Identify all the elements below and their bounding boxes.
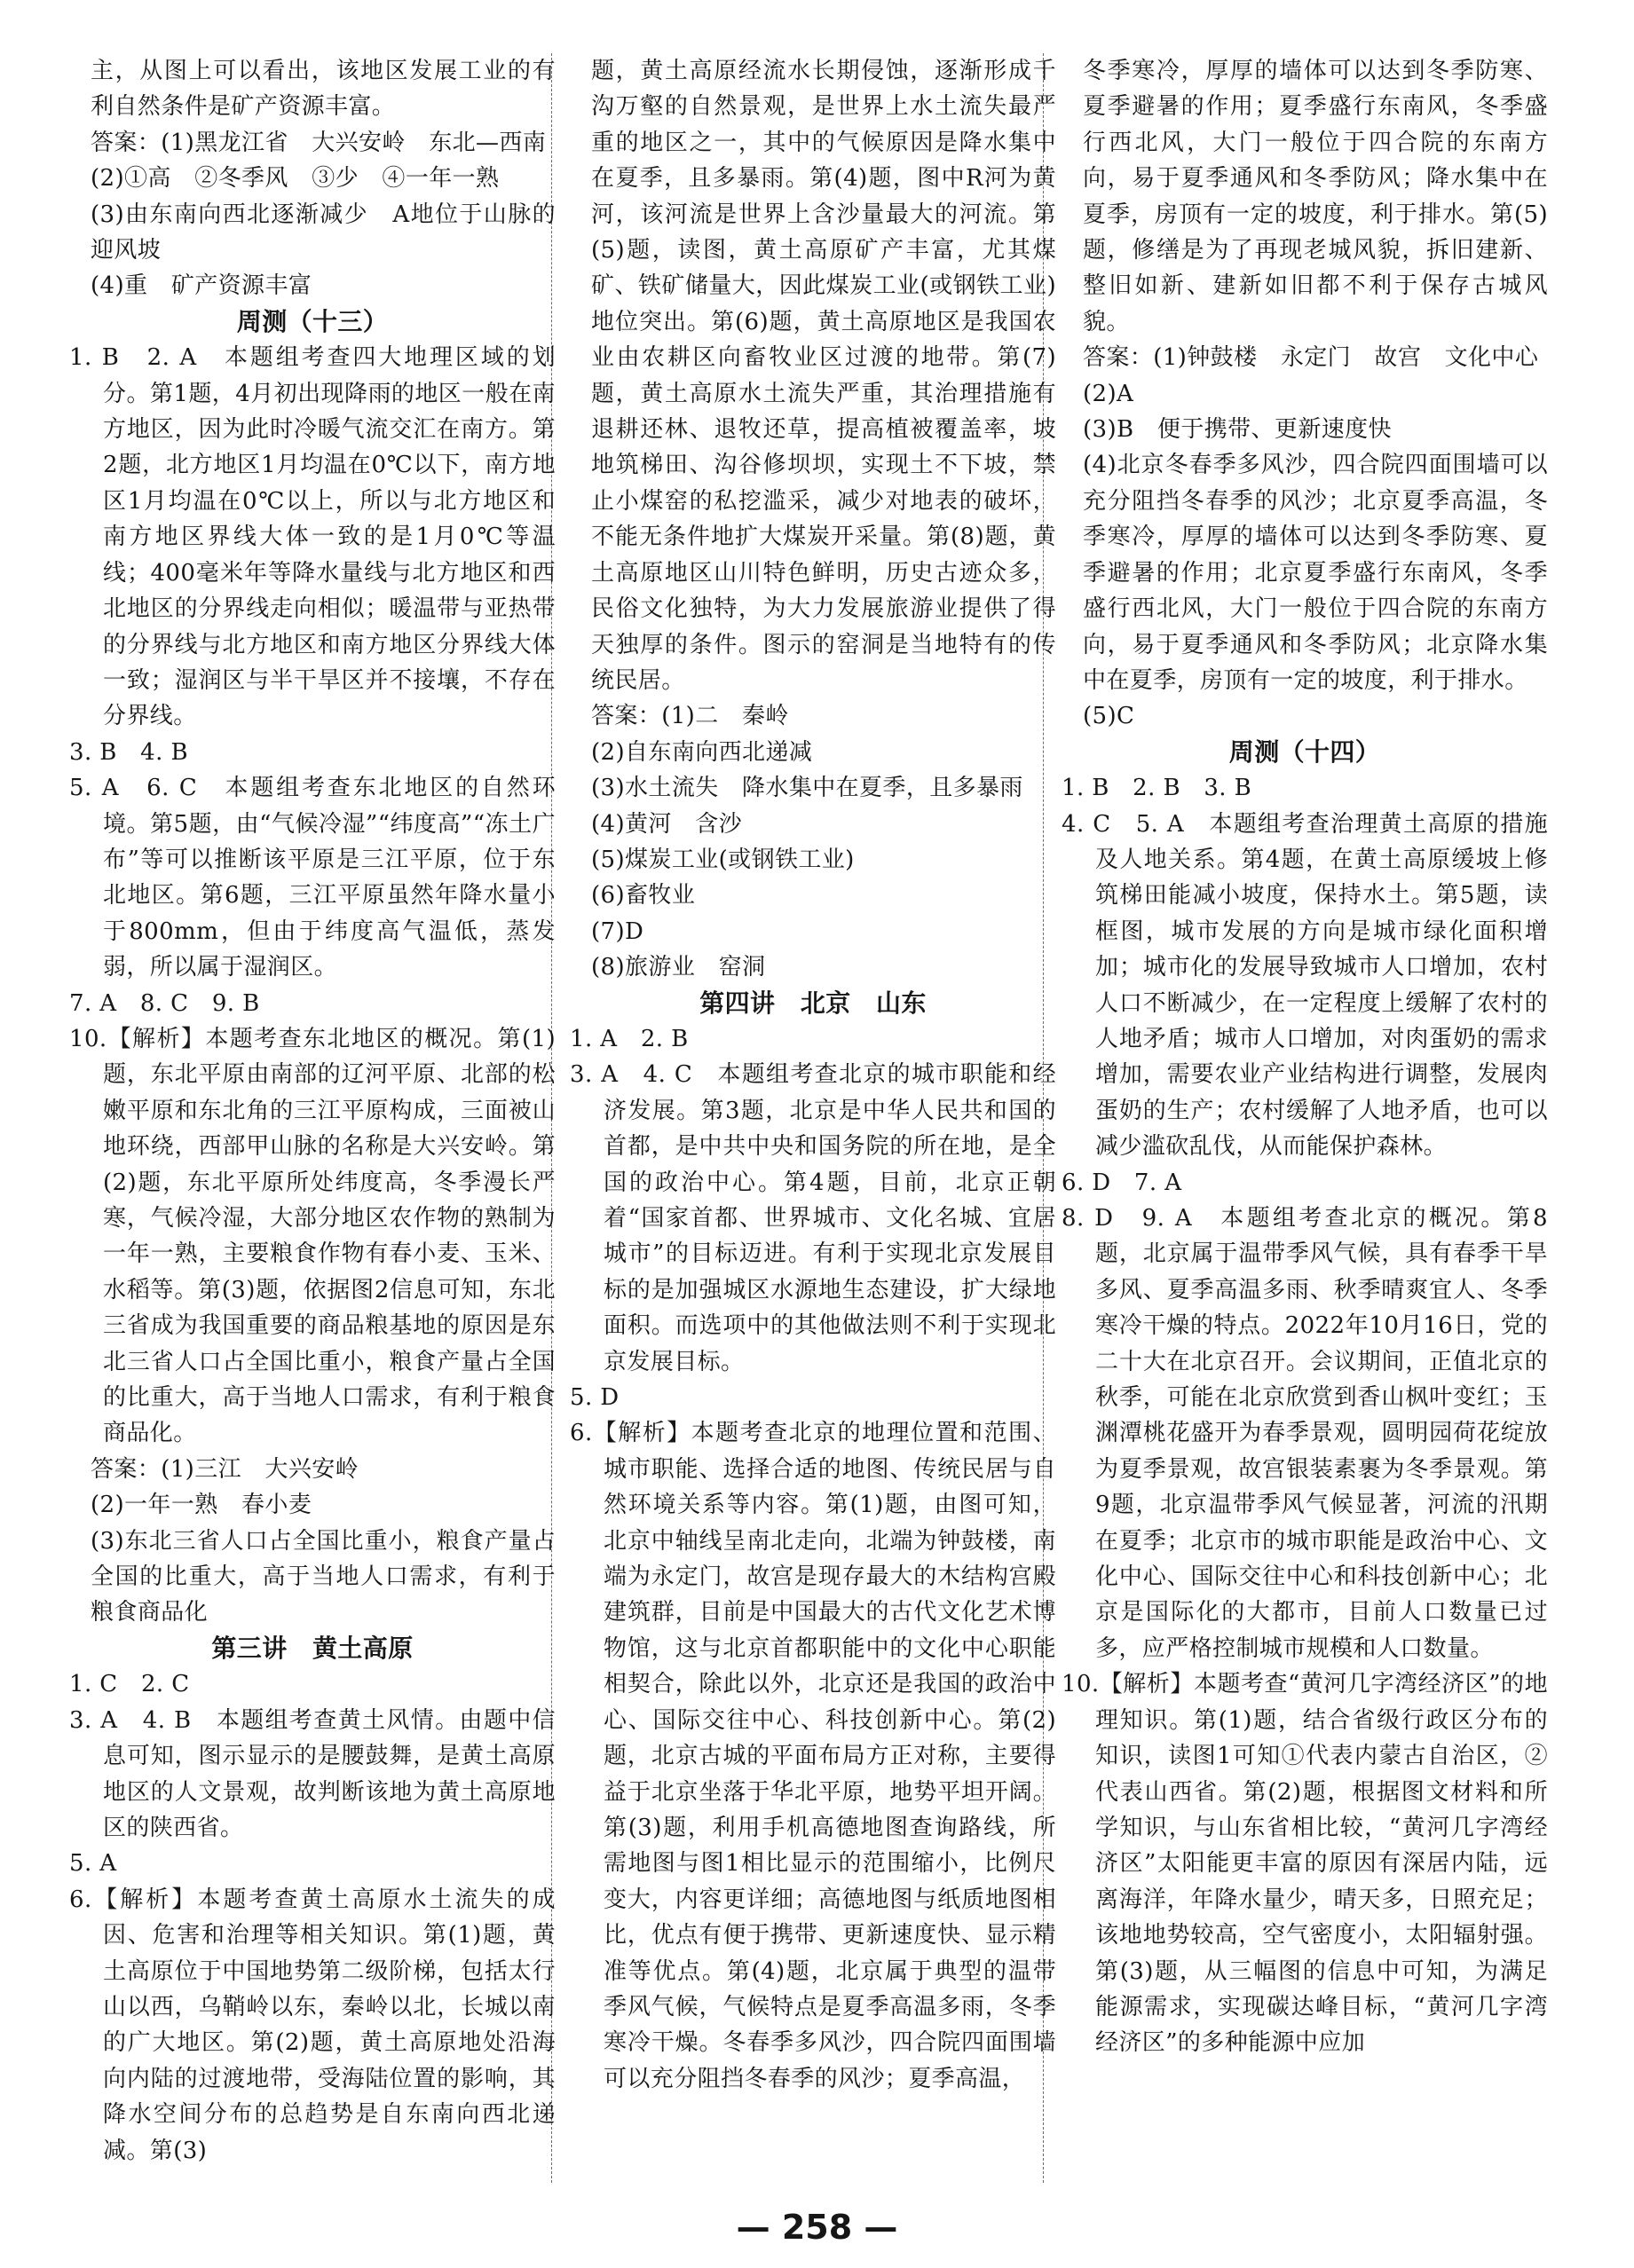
- section-heading: 第四讲 北京 山东: [699, 988, 927, 1018]
- answer-paragraph: 5. A 6. C 本题组考查东北地区的自然环境。第5题，由“气候冷湿”“纬度高”“冻土广布”等可以推断该平原是三江平原，位于东北地区。第6题，三江平原虽然年降水量小于800mm，但由于纬度高气温低，蒸发弱，所以属于湿润区。: [69, 775, 556, 981]
- answer-paragraph: 6.【解析】本题考查北京的地理位置和范围、城市职能、选择合适的地图、传统民居与自然环境关系等内容。第(1)题，由图可知，北京中轴线呈南北走向，北端为钟鼓楼，南端为永定门，故宫是现存最大的木结构宫殿建筑群，目前是中国最大的古代文化艺术博物馆，这与北京首都职能中的文化中心职能相契合，除此以外，北京还是我国的政治中心、国际交往中心、科技创新中心。第(2)题，北京古城的平面布局方正对称，主要得益于北京坐落于华北平原，地势平坦开阔。第(3)题，利用手机高德地图查询路线，所需地图与图1相比显示的范围缩小，比例尺变大，内容更详细；高德地图与纸质地图相比，优点有便于携带、更新速度快、显示精准等优点。第(4)题，北京属于典型的温带季风气候，气候特点是夏季高温多雨，冬季寒冷干燥。冬春季多风沙，四合院四面围墙可以充分阻挡冬春季的风沙；夏季高温，: [570, 1420, 1056, 2092]
- answer-paragraph: 1. B 2. B 3. B: [1062, 775, 1252, 802]
- answer-paragraph: (4)黄河 含沙: [591, 810, 743, 838]
- section-heading: 第三讲 黄土高原: [211, 1633, 414, 1663]
- answer-paragraph: (3)东北三省人口占全国比重小，粮食产量占全国的比重大，高于当地人口需求，有利于粮食商品化: [91, 1527, 556, 1626]
- answer-paragraph: 冬季寒冷，厚厚的墙体可以达到冬季防寒、夏季避暑的作用；夏季盛行东南风，冬季盛行西北风，大门一般位于四合院的东南方向，易于夏季通风和冬季防风；降水集中在夏季，房顶有一定的坡度，利于排水。第(5)题，修缮是为了再现老城风貌，拆旧建新、整旧如新、建新如旧都不利于保存古城风貌。: [1083, 58, 1548, 335]
- answer-paragraph: 8. D 9. A 本题组考查北京的概况。第8题，北京属于温带季风气候，具有春季干旱多风、夏季高温多雨、秋季晴爽宜人、冬季寒冷干燥的特点。2022年10月16日，党的二十大在北京召开。会议期间，正值北京的秋季，可能在北京欣赏到香山枫叶变红；玉渊潭桃花盛开为春季景观，圆明园荷花绽放为夏季景观，故宫银装素裹为冬季景观。第9题，北京温带季风气候显著，河流的汛期在夏季；北京市的城市职能是政治中心、文化中心、国际交往中心和科技创新中心；北京是国际化的大都市，目前人口数量已过多，应严格控制城市规模和人口数量。: [1062, 1205, 1548, 1662]
- answer-paragraph: 3. B 4. B: [69, 738, 188, 766]
- answer-paragraph: 7. A 8. C 9. B: [69, 989, 260, 1017]
- answer-paragraph: (4)重 矿产资源丰富: [91, 272, 312, 300]
- answer-paragraph: 5. D: [570, 1384, 620, 1412]
- answer-paragraph: (2)①高 ②冬季风 ③少 ④一年一熟: [91, 165, 500, 193]
- answer-paragraph: 6. D 7. A: [1062, 1169, 1182, 1196]
- answer-paragraph: (5)煤炭工业(或钢铁工业): [591, 846, 855, 873]
- answer-paragraph: 主，从图上可以看出，该地区发展工业的有利自然条件是矿产资源丰富。: [91, 58, 556, 121]
- answer-paragraph: 1. C 2. C: [69, 1671, 190, 1698]
- page-number: — 258 —: [736, 2208, 898, 2247]
- answer-paragraph: 3. A 4. C 本题组考查北京的城市职能和经济发展。第3题，北京是中华人民共和国的首都，是中共中央和国务院的所在地，是全国的政治中心。第4题，目前，北京正朝着“国家首都、世界城市、文化名城、宜居城市”的目标迈进。有利于实现北京发展目标的是加强城区水源地生态建设，扩大绿地面积。而选项中的其他做法则不利于实现北京发展目标。: [570, 1061, 1056, 1375]
- answer-paragraph: (4)北京冬春季多风沙，四合院四面围墙可以充分阻挡冬春季的风沙；北京夏季高温，冬季寒冷，厚厚的墙体可以达到冬季防寒、夏季避暑的作用；北京夏季盛行东南风，冬季盛行西北风，大门一般位于四合院的东南方向，易于夏季通风和冬季防风；北京降水集中在夏季，房顶有一定的坡度，利于排水。: [1083, 452, 1548, 694]
- answer-paragraph: (3)B 便于携带、更新速度快: [1083, 416, 1392, 444]
- section-heading: 周测（十三）: [236, 306, 389, 336]
- answer-paragraph: (7)D: [591, 917, 644, 945]
- answer-paragraph: 10.【解析】本题考查“黄河几字湾经济区”的地理知识。第(1)题，结合省级行政区分布的知识，读图1可知①代表内蒙古自治区，②代表山西省。第(2)题，根据图文材料和所学知识，与山东省相比较，“黄河几字湾经济区”太阳能更丰富的原因有深居内陆，远离海洋，年降水量少，晴天多，日照充足；该地地势较高，空气密度小，太阳辐射强。第(3)题，从三幅图的信息中可知，为满足能源需求，实现碳达峰目标，“黄河几字湾经济区”的多种能源中应加: [1062, 1671, 1548, 2057]
- section-heading: 周测（十四）: [1228, 736, 1381, 767]
- answer-paragraph: (3)水土流失 降水集中在夏季，且多暴雨: [591, 775, 1023, 802]
- text-column-right: [1062, 53, 1548, 2061]
- answer-paragraph: 答案：(1)黑龙江省 大兴安岭 东北—西南: [91, 129, 547, 156]
- answer-paragraph: (8)旅游业 窑洞: [591, 954, 766, 981]
- answer-paragraph: (2)自东南向西北递减: [591, 738, 813, 766]
- answer-paragraph: 题，黄土高原经流水长期侵蚀，逐渐形成千沟万壑的自然景观，是世界上水土流失最严重的地区之一，其中的气候原因是降水集中在夏季，且多暴雨。第(4)题，图中R河为黄河，该河流是世界上含沙量最大的河流。第(5)题，读图，黄土高原矿产丰富，尤其煤矿、铁矿储量大，因此煤炭工业(或钢铁工业)地位突出。第(6)题，黄土高原地区是我国农业由农耕区向畜牧业区过渡的地带。第(7)题，黄土高原水土流失严重，其治理措施有退耕还林、退牧还草，提高植被覆盖率，坡地筑梯田、沟谷修坝坝，实现土不下坡，禁止小煤窑的私挖滥采，减少对地表的破坏，不能无条件地扩大煤炭开采量。第(8)题，黄土高原地区山川特色鲜明，历史古迹众多，民俗文化独特，为大力发展旅游业提供了得天独厚的条件。图示的窑洞是当地特有的传统民居。: [591, 58, 1056, 694]
- answer-paragraph: 答案：(1)三江 大兴安岭: [91, 1455, 359, 1483]
- answer-paragraph: 4. C 5. A 本题组考查治理黄土高原的措施及人地关系。第4题，在黄土高原缓坡上修筑梯田能减小坡度，保持水土。第5题，读框图，城市发展的方向是城市绿化面积增加；城市化的发展导致城市人口增加，农村人口不断减少，在一定程度上缓解了农村的人地矛盾；城市人口增加，对肉蛋奶的需求增加，需要农业产业结构进行调整，发展肉蛋奶的生产；农村缓解了人地矛盾，也可以减少滥砍乱伐，从而能保护森林。: [1062, 810, 1548, 1161]
- answer-paragraph: (3)由东南向西北逐渐减少 A地位于山脉的迎风坡: [91, 201, 556, 264]
- answer-paragraph: 答案：(1)二 秦岭: [591, 703, 789, 730]
- answer-paragraph: 5. A: [69, 1850, 117, 1878]
- answer-paragraph: (6)畜牧业: [591, 882, 696, 910]
- answer-paragraph: (5)C: [1083, 703, 1135, 730]
- answer-paragraph: (2)一年一熟 春小麦: [91, 1492, 312, 1519]
- answer-paragraph: 1. B 2. A 本题组考查四大地理区域的划分。第1题，4月初出现降雨的地区一般在南方地区，因为此时冷暖气流交汇在南方。第2题，北方地区1月均温在0℃以下，南方地区1月均温在0℃以上，所以与北方地区和南方地区界线大体一致的是1月0℃等温线；400毫米年等降水量线与北方地区和西北地区的分界线走向相似；暖温带与亚热带的分界线与北方地区和南方地区分界线大体一致；湿润区与半干旱区并不接壤，不存在分界线。: [69, 344, 556, 730]
- text-column-middle: [570, 53, 1056, 2097]
- answer-paragraph: 1. A 2. B: [570, 1025, 689, 1052]
- text-column-left: [69, 53, 556, 2169]
- answer-paragraph: (2)A: [1083, 380, 1134, 407]
- answer-paragraph: 答案：(1)钟鼓楼 永定门 故宫 文化中心: [1083, 344, 1539, 372]
- answer-paragraph: 3. A 4. B 本题组考查黄土风情。由题中信息可知，图示显示的是腰鼓舞，是黄土高原地区的人文景观，故判断该地为黄土高原地区的陕西省。: [69, 1706, 556, 1841]
- answer-paragraph: 6.【解析】本题考查黄土高原水土流失的成因、危害和治理等相关知识。第(1)题，黄土高原位于中国地势第二级阶梯，包括太行山以西，乌鞘岭以东，秦岭以北，长城以南的广大地区。第(2)题，黄土高原地处沿海向内陆的过渡地带，受海陆位置的影响，其降水空间分布的总趋势是自东南向西北递减。第(3): [69, 1886, 556, 2164]
- answer-paragraph: 10.【解析】本题考查东北地区的概况。第(1)题，东北平原由南部的辽河平原、北部的松嫩平原和东北角的三江平原构成，三面被山地环绕，西部甲山脉的名称是大兴安岭。第(2)题，东北平原所处纬度高，冬季漫长严寒，气候冷湿，大部分地区农作物的熟制为一年一熟，主要粮食作物有春小麦、玉米、水稻等。第(3)题，依据图2信息可知，东北三省成为我国重要的商品粮基地的原因是东北三省人口占全国比重小，粮食产量占全国的比重大，高于当地人口需求，有利于粮食商品化。: [69, 1025, 556, 1447]
